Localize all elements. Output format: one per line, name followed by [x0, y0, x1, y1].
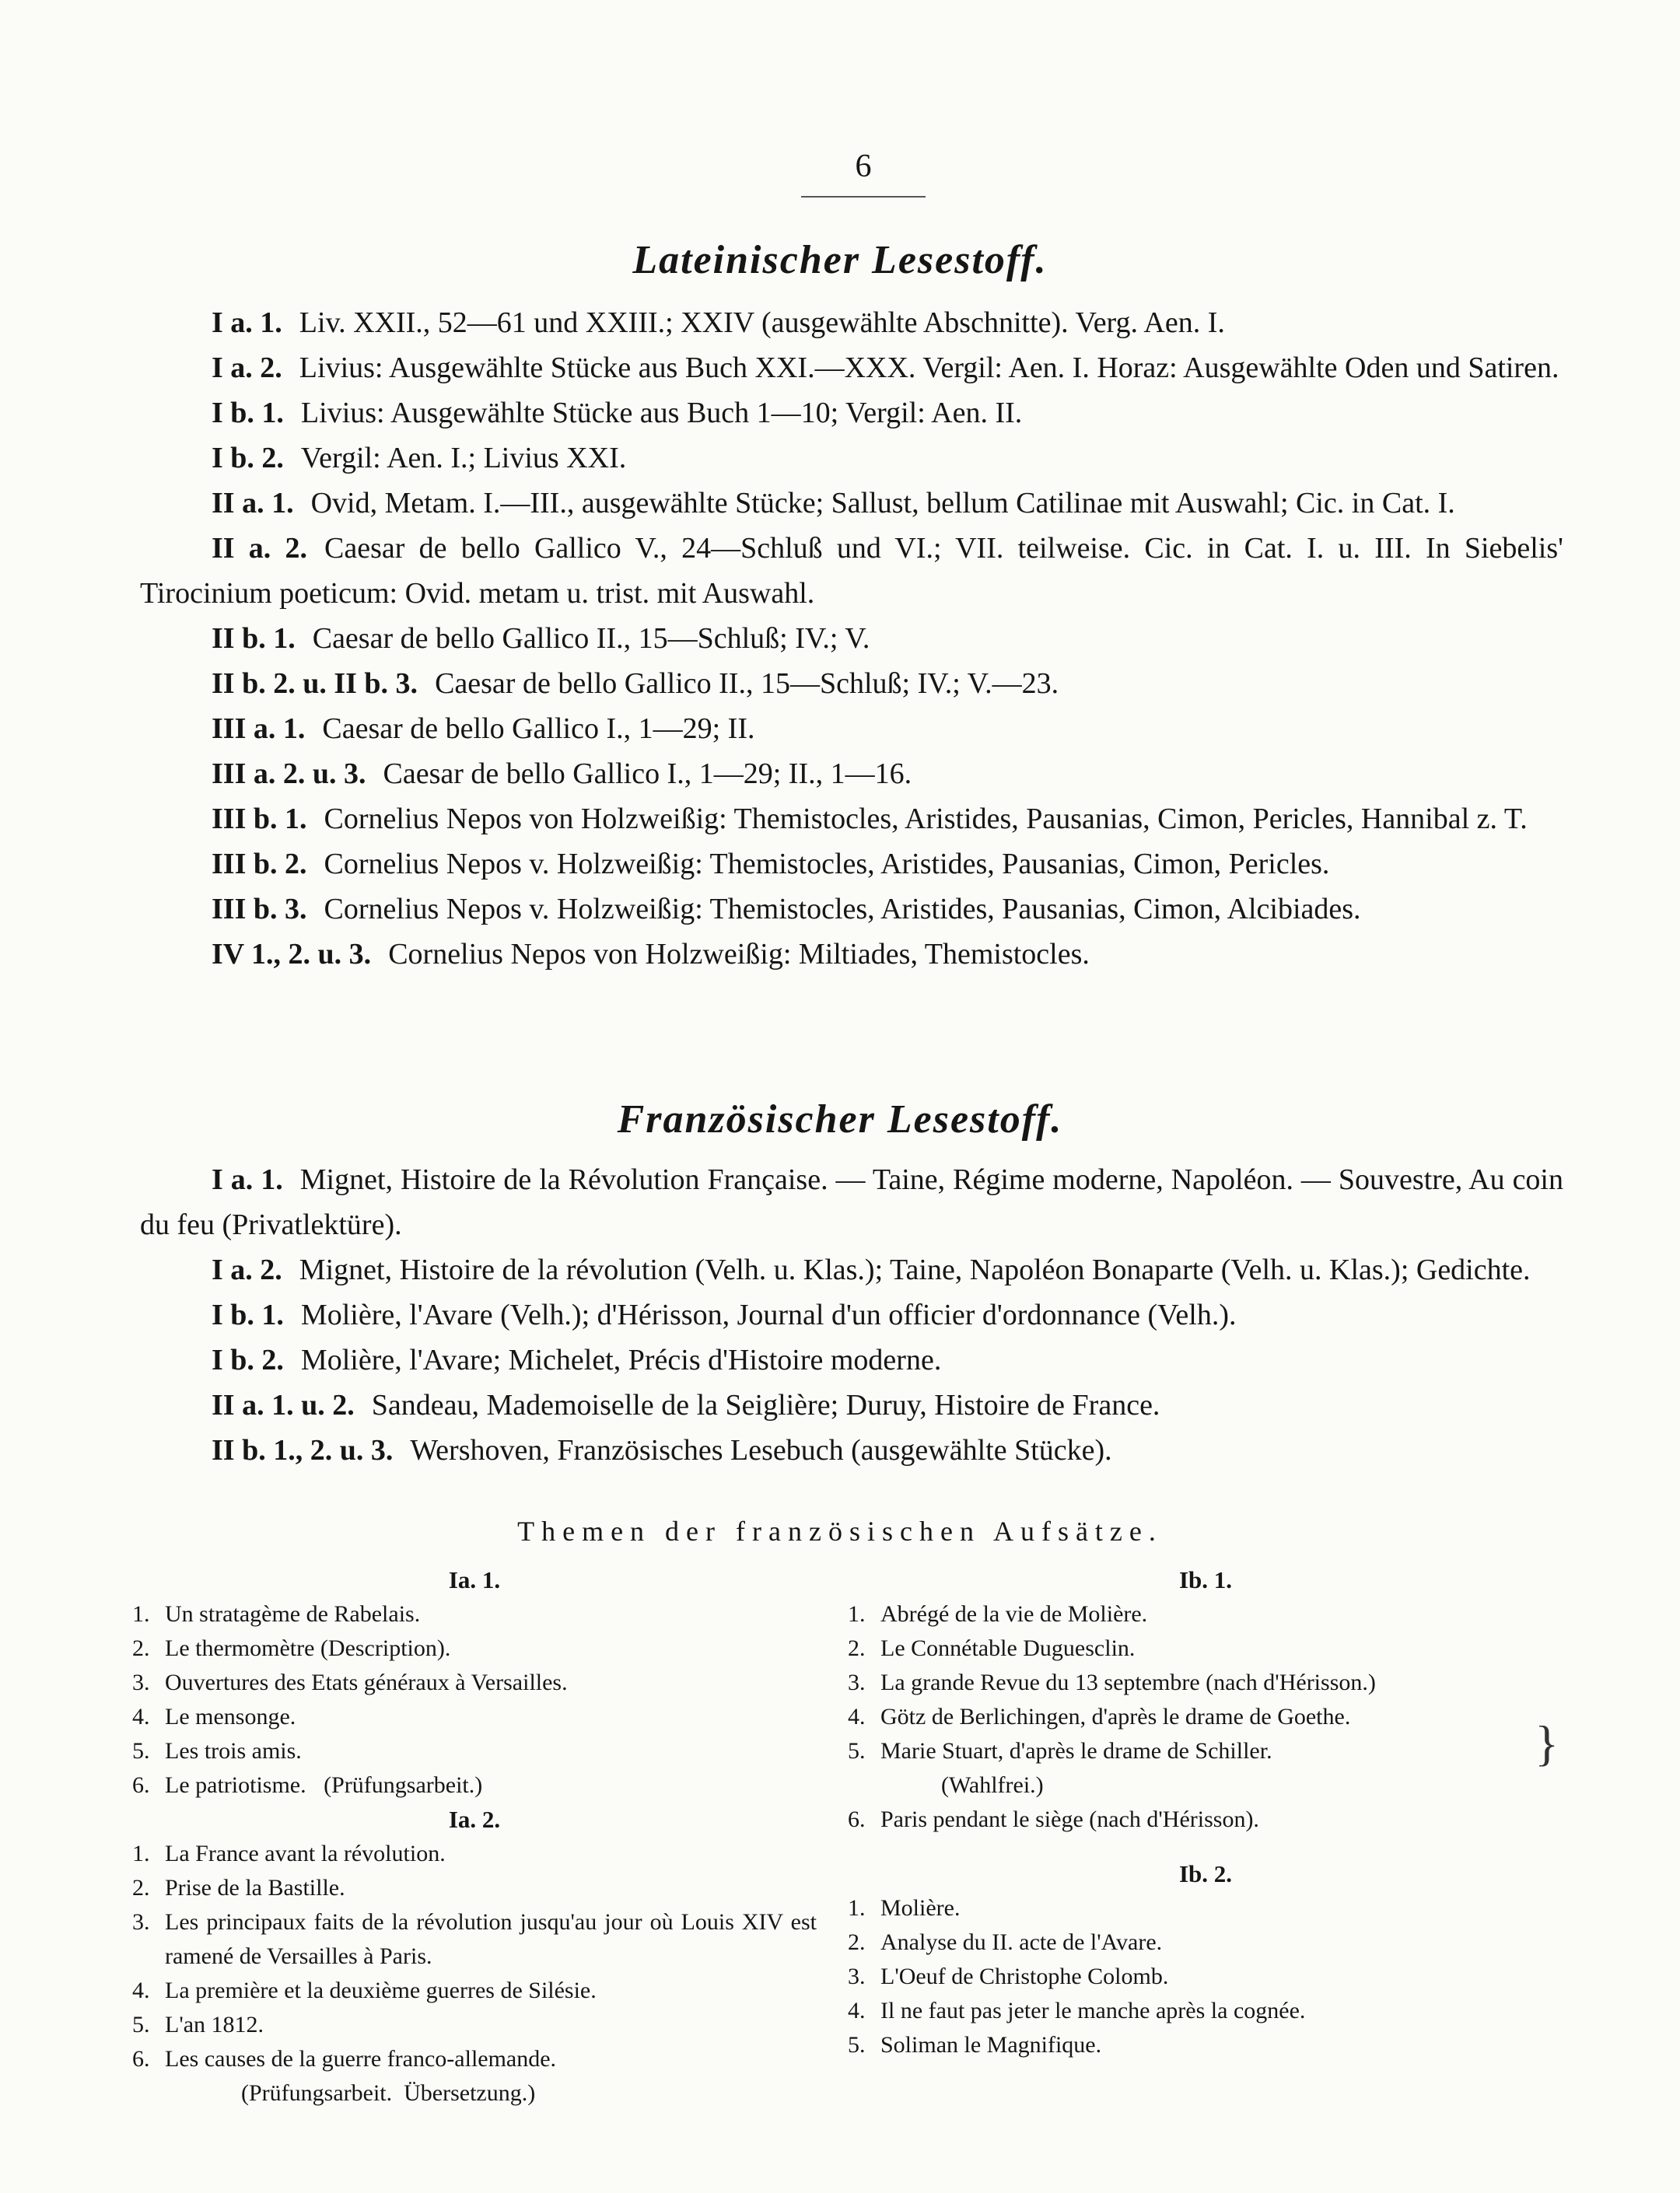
list-item: 3. Ouvertures des Etats généraux à Versailles.	[132, 1670, 568, 1695]
themes-left-column	[132, 1563, 817, 2111]
note: (Prüfungsarbeit. Übersetzung.)	[241, 2080, 536, 2106]
french-entry: II b. 1., 2. u. 3. Wershoven, Französisches Lesebuch (ausgewählte Stücke).	[212, 1434, 1112, 1467]
latin-entry: II a. 2. Caesar de bello Gallico V., 24—Schluß und VI.; VII. teilweise. Cic. in Cat. I. u. III. In Siebelis' Tirocinium poeticum: Ovid. metam u. trist. mit Auswahl.	[140, 532, 1563, 610]
list-item: 2. Analyse du II. acte de l'Avare.	[848, 1929, 1163, 1955]
latin-entry: I b. 2. Vergil: Aen. I.; Livius XXI.	[212, 442, 627, 474]
latin-entry: III b. 2. Cornelius Nepos v. Holzweißig: Themistocles, Aristides, Pausanias, Cimon, Pericles.	[212, 848, 1330, 880]
list-item: 4. Il ne faut pas jeter le manche après la cognée.	[848, 1998, 1306, 2023]
latin-entry: III b. 1. Cornelius Nepos von Holzweißig: Themistocles, Aristides, Pausanias, Cimon, Pericles, Hannibal z. T.	[212, 803, 1528, 835]
latin-entry: II a. 1. Ovid, Metam. I.—III., ausgewählte Stücke; Sallust, bellum Catilinae mit Auswahl; Cic. in Cat. I.	[212, 487, 1455, 519]
themes-right-column	[848, 1563, 1563, 2062]
french-entry: I a. 2. Mignet, Histoire de la révolution (Velh. u. Klas.); Taine, Napoléon Bonaparte (Velh. u. Klas.); Gedichte.	[212, 1254, 1531, 1286]
group-heading: Ia. 2.	[448, 1806, 501, 1833]
latin-entry: III b. 3. Cornelius Nepos v. Holzweißig: Themistocles, Aristides, Pausanias, Cimon, Alcibiades.	[212, 893, 1361, 925]
list-item: 1. Abrégé de la vie de Molière.	[848, 1601, 1148, 1627]
brace-group	[848, 1700, 1563, 1803]
list-item: 4. Le mensonge.	[132, 1704, 296, 1730]
list-item: 2. Le thermomètre (Description).	[132, 1635, 451, 1661]
french-entry: II a. 1. u. 2. Sandeau, Mademoiselle de la Seiglière; Duruy, Histoire de France.	[212, 1389, 1160, 1422]
list-item: 5. Marie Stuart, d'après le drame de Schiller.	[848, 1738, 1272, 1764]
latin-entry: III a. 2. u. 3. Caesar de bello Gallico I., 1—29; II., 1—16.	[212, 757, 912, 790]
list-item: 6. Paris pendant le siège (nach d'Hérisson).	[848, 1807, 1259, 1832]
group-heading: Ib. 1.	[1178, 1566, 1233, 1593]
group-heading: Ib. 2.	[1178, 1860, 1233, 1887]
list-item: 2. Le Connétable Duguesclin.	[848, 1635, 1136, 1661]
latin-heading: Lateinischer Lesestoff.	[632, 238, 1048, 282]
list-item: 5. Soliman le Magnifique.	[848, 2032, 1102, 2058]
list-item: 3. L'Oeuf de Christophe Colomb.	[848, 1964, 1169, 1989]
list-item: 1. La France avant la révolution.	[132, 1841, 446, 1866]
latin-entry: III a. 1. Caesar de bello Gallico I., 1—29; II.	[212, 712, 755, 745]
latin-entry: I b. 1. Livius: Ausgewählte Stücke aus Buch 1—10; Vergil: Aen. II.	[212, 397, 1023, 429]
french-heading: Französischer Lesestoff.	[617, 1097, 1063, 1142]
themes-heading: Themen der französischen Aufsätze.	[517, 1516, 1163, 1547]
list-item: 3. Les principaux faits de la révolution jusqu'au jour où Louis XIV est ramené de Versailles à Paris.	[132, 1909, 817, 1969]
list-item: 6. Le patriotisme. (Prüfungsarbeit.)	[132, 1772, 483, 1798]
latin-entry: II b. 1. Caesar de bello Gallico II., 15—Schluß; IV.; V.	[212, 622, 870, 655]
french-entry: I a. 1. Mignet, Histoire de la Révolution Française. — Taine, Régime moderne, Napoléon. — Souvestre, Au coin du feu (Privatlektüre).	[140, 1163, 1563, 1241]
latin-entry: IV 1., 2. u. 3. Cornelius Nepos von Holzweißig: Miltiades, Themistocles.	[212, 938, 1090, 971]
list-item: 3. La grande Revue du 13 septembre (nach d'Hérisson.)	[848, 1670, 1376, 1695]
french-section	[140, 1157, 1563, 1473]
note: (Wahlfrei.)	[941, 1772, 1044, 1798]
latin-section	[140, 300, 1563, 977]
list-item: 4. La première et la deuxième guerres de Silésie.	[132, 1978, 597, 2003]
list-item: 6. Les causes de la guerre franco-allemande.	[132, 2046, 557, 2072]
list-item: 5. L'an 1812.	[132, 2012, 264, 2037]
list-item: 4. Götz de Berlichingen, d'après le drame de Goethe.	[848, 1704, 1351, 1730]
latin-entry: II b. 2. u. II b. 3. Caesar de bello Gallico II., 15—Schluß; IV.; V.—23.	[212, 667, 1059, 700]
list-item: 1. Un stratagème de Rabelais.	[132, 1601, 421, 1627]
list-item: 2. Prise de la Bastille.	[132, 1875, 345, 1901]
group-heading: Ia. 1.	[448, 1566, 501, 1593]
latin-entry: I a. 2. Livius: Ausgewählte Stücke aus Buch XXI.—XXX. Vergil: Aen. I. Horaz: Ausgewählte Oden und Satiren.	[212, 352, 1559, 384]
page-number: 6	[801, 148, 926, 198]
brace-mark: }	[1535, 1716, 1559, 1771]
french-entry: I b. 2. Molière, l'Avare; Michelet, Précis d'Histoire moderne.	[212, 1344, 942, 1376]
list-item: 1. Molière.	[848, 1895, 961, 1921]
latin-entry: I a. 1. Liv. XXII., 52—61 und XXIII.; XXIV (ausgewählte Abschnitte). Verg. Aen. I.	[212, 306, 1225, 339]
list-item: 5. Les trois amis.	[132, 1738, 302, 1764]
french-entry: I b. 1. Molière, l'Avare (Velh.); d'Hérisson, Journal d'un officier d'ordonnance (Velh.).	[212, 1299, 1237, 1331]
